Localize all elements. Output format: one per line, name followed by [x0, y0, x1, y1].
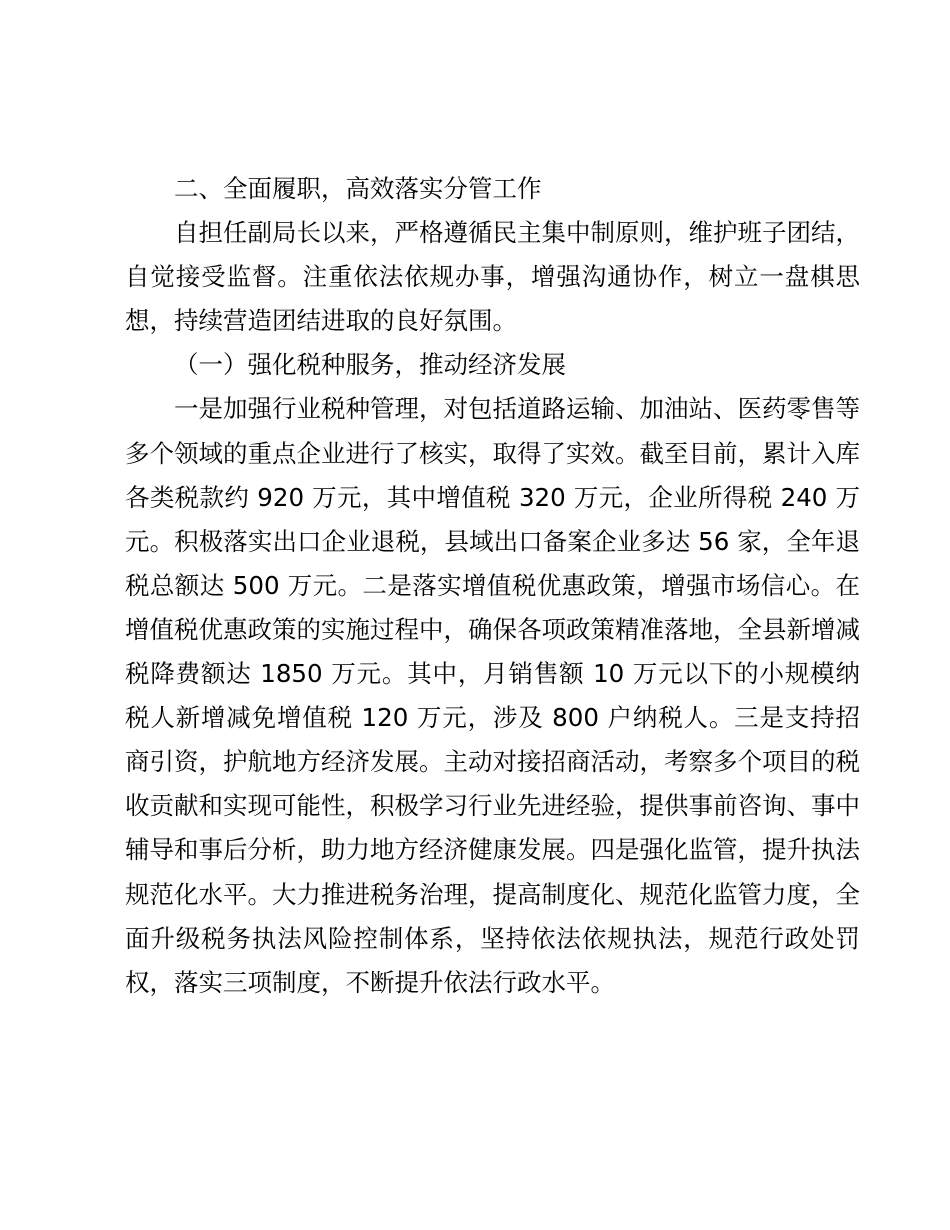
subsection-heading: （一）强化税种服务，推动经济发展	[174, 350, 566, 380]
document-body	[125, 167, 860, 1005]
body-paragraph: 一是加强行业税种管理，对包括道路运输、加油站、医药零售等多个领域的重点企业进行了核实，取得了实效。截至目前，累计入库各类税款约 920 万元，其中增值税 320 万元，企业所得税 240 万元。积极落实出口企业退税，县域出口备案企业多达 56 家，全年退税总额达 500 万元。二是落实增值税优惠政策，增强市场信心。在增值税优惠政策的实施过程中，确保各项政策精准落地，全县新增减税降费额达 1850 万元。其中，月销售额 10 万元以下的小规模纳税人新增减免增值税 120 万元，涉及 800 户纳税人。三是支持招商引资，护航地方经济发展。主动对接招商活动，考察多个项目的税收贡献和实现可能性，积极学习行业先进经验，提供事前咨询、事中辅导和事后分析，助力地方经济健康发展。四是强化监管，提升执法规范化水平。大力推进税务治理，提高制度化、规范化监管力度，全面升级税务执法风险控制体系，坚持依法依规执法，规范行政处罚权，落实三项制度，不断提升依法行政水平。	[125, 394, 860, 997]
section-heading: 二、全面履职，高效落实分管工作	[174, 174, 542, 203]
intro-paragraph: 自担任副局长以来，严格遵循民主集中制原则，维护班子团结，自觉接受监督。注重依法依规办事，增强沟通协作，树立一盘棋思想，持续营造团结进取的良好氛围。	[125, 218, 860, 336]
